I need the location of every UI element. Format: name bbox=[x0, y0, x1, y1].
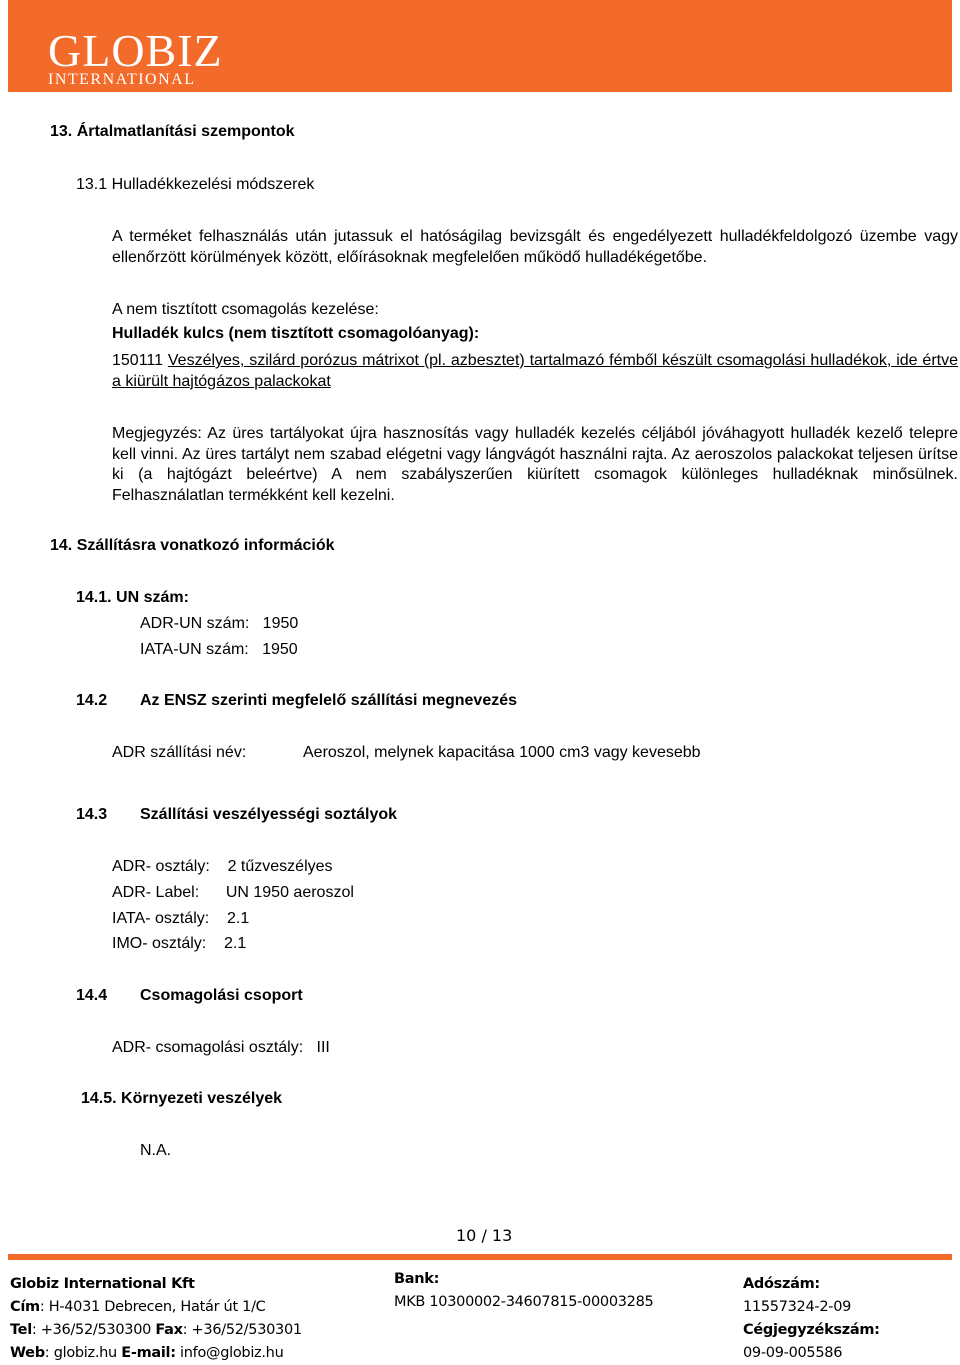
section-13-title: 13. Ártalmatlanítási szempontok bbox=[50, 123, 295, 140]
waste-key-code: 150111 bbox=[112, 352, 168, 369]
iata-class: IATA- osztály: 2.1 bbox=[112, 910, 250, 927]
section-14-3-title: Szállítási veszélyességi soztályok bbox=[140, 806, 398, 823]
header-bar bbox=[8, 0, 952, 92]
imo-class: IMO- osztály: 2.1 bbox=[112, 935, 247, 952]
logo-main-text: GLOBIZ bbox=[48, 25, 223, 76]
section-14-5-title: 14.5. Környezeti veszélyek bbox=[81, 1090, 283, 1107]
footer-address: Cím: H-4031 Debrecen, Határ út 1/C bbox=[10, 1299, 266, 1315]
waste-key-entry bbox=[112, 351, 958, 392]
adr-un-number: ADR-UN szám: 1950 bbox=[140, 615, 299, 632]
section-14-3-number: 14.3 bbox=[76, 806, 108, 823]
adr-packing-group: ADR- csomagolási osztály: III bbox=[112, 1039, 330, 1056]
footer-bank: MKB 10300002-34607815-00003285 bbox=[394, 1294, 654, 1310]
section-14-2-title: Az ENSZ szerinti megfelelő szállítási megnevezés bbox=[140, 692, 518, 709]
adr-name-label: ADR szállítási név: bbox=[112, 744, 247, 761]
logo-sub-text: INTERNATIONAL bbox=[48, 71, 196, 88]
section-13-1-title: 13.1 Hulladékkezelési módszerek bbox=[76, 176, 315, 193]
footer-tax-label: Adószám: bbox=[743, 1276, 820, 1292]
disposal-paragraph: A terméket felhasználás után jutassuk el hatóságilag bevizsgált és engedélyezett hulladékfeldolgozó üzembe vagy ellenőrzött körülmények között, előírásoknak megfelelően működő hulladékégetőbe. bbox=[112, 228, 958, 266]
footer-rule bbox=[8, 1254, 952, 1260]
section-14-4-title: Csomagolási csoport bbox=[140, 987, 303, 1004]
packaging-label: A nem tisztított csomagolás kezelése: bbox=[112, 301, 379, 318]
iata-un-number: IATA-UN szám: 1950 bbox=[140, 641, 298, 658]
section-14-2-number: 14.2 bbox=[76, 692, 108, 709]
footer-phone: Tel: +36/52/530300 Fax: +36/52/530301 bbox=[10, 1322, 302, 1338]
page-number: 10 / 13 bbox=[456, 1226, 513, 1245]
footer-web: Web: globiz.hu E-mail: info@globiz.hu bbox=[10, 1345, 284, 1361]
globiz-logo bbox=[48, 25, 223, 88]
section-14-4-number: 14.4 bbox=[76, 987, 108, 1004]
section-14-1-title: 14.1. UN szám: bbox=[76, 589, 189, 606]
footer-reg: 09-09-005586 bbox=[743, 1345, 843, 1361]
adr-name-value: Aeroszol, melynek kapacitása 1000 cm3 vagy kevesebb bbox=[303, 744, 701, 761]
footer-reg-label: Cégjegyzékszám: bbox=[743, 1322, 880, 1338]
section-14-title: 14. Szállításra vonatkozó információk bbox=[50, 537, 335, 554]
waste-key-label: Hulladék kulcs (nem tisztított csomagolóanyag): bbox=[112, 325, 480, 342]
note-paragraph: Megjegyzés: Az üres tartályokat újra hasznosítás vagy hulladék kezelés céljából jóváhagyott hulladék kezelő telepre kell vinni. Az üres tartályt nem szabad elégetni vagy lángvágót használni rajta. Az aeroszolos palackokat teljesen ürítse ki (a hajtógázt beleértve) A nem szabályszerűen kiürített csomagok különleges hulladéknak minősülnek. Felhasználatlan termékként kell kezelni. bbox=[112, 425, 958, 504]
footer-company: Globiz International Kft bbox=[10, 1276, 195, 1292]
waste-key-text: Veszélyes, szilárd porózus mátrixot (pl. azbesztet) tartalmazó fémből készült csomagolási hulladékok, ide értve a kiürült hajtógázos palackokat bbox=[112, 352, 958, 390]
adr-label: ADR- Label: UN 1950 aeroszol bbox=[112, 884, 354, 901]
footer-bank-label: Bank: bbox=[394, 1271, 440, 1287]
adr-class: ADR- osztály: 2 tűzveszélyes bbox=[112, 858, 333, 875]
footer-tax: 11557324-2-09 bbox=[743, 1299, 852, 1315]
environmental-hazards-value: N.A. bbox=[140, 1142, 172, 1159]
